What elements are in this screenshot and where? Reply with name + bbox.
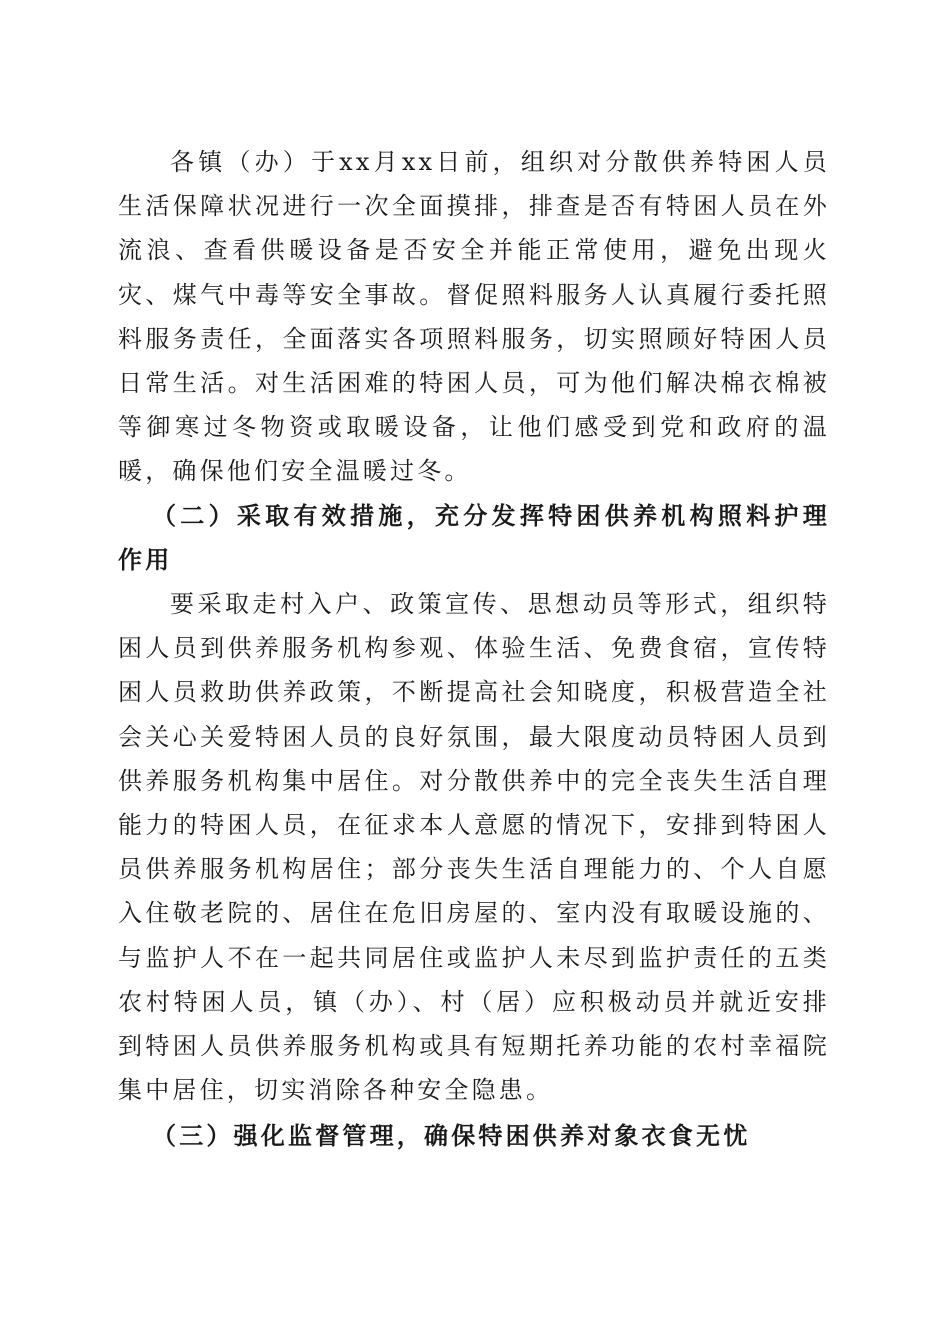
document-body (118, 140, 830, 1159)
paragraph-care-institutions: 要采取走村入户、政策宣传、思想动员等形式，组织特困人员到供养服务机构参观、体验生活、免费食宿，宣传特困人员救助供养政策，不断提高社会知晓度，积极营造全社会关心关爱特困人员的良好氛围，最大限度动员特困人员到供养服务机构集中居住。对分散供养中的完全丧失生活自理能力的特困人员，在征求本人意愿的情况下，安排到特困人员供养服务机构居住；部分丧失生活自理能力的、个人自愿入住敬老院的、居住在危旧房屋的、室内没有取暖设施的、与监护人不在一起共同居住或监护人未尽到监护责任的五类农村特困人员，镇（办）、村（居）应积极动员并就近安排到特困人员供养服务机构或具有短期托养功能的农村幸福院集中居住，切实消除各种安全隐患。 (118, 590, 830, 1105)
section-heading-2: （二）采取有效措施，充分发挥特困供养机构照料护理作用 (118, 500, 830, 574)
section-heading-3: （三）强化监督管理，确保特困供养对象衣食无忧 (152, 1121, 751, 1151)
paragraph-winter-safety: 各镇（办）于xx月xx日前，组织对分散供养特困人员生活保障状况进行一次全面摸排，排查是否有特困人员在外流浪、查看供暖设备是否安全并能正常使用，避免出现火灾、煤气中毒等安全事故。督促照料服务人认真履行委托照料服务责任，全面落实各项照料服务，切实照顾好特困人员日常生活。对生活困难的特困人员，可为他们解决棉衣棉被等御寒过冬物资或取暖设备，让他们感受到党和政府的温暖，确保他们安全温暖过冬。 (118, 148, 830, 486)
